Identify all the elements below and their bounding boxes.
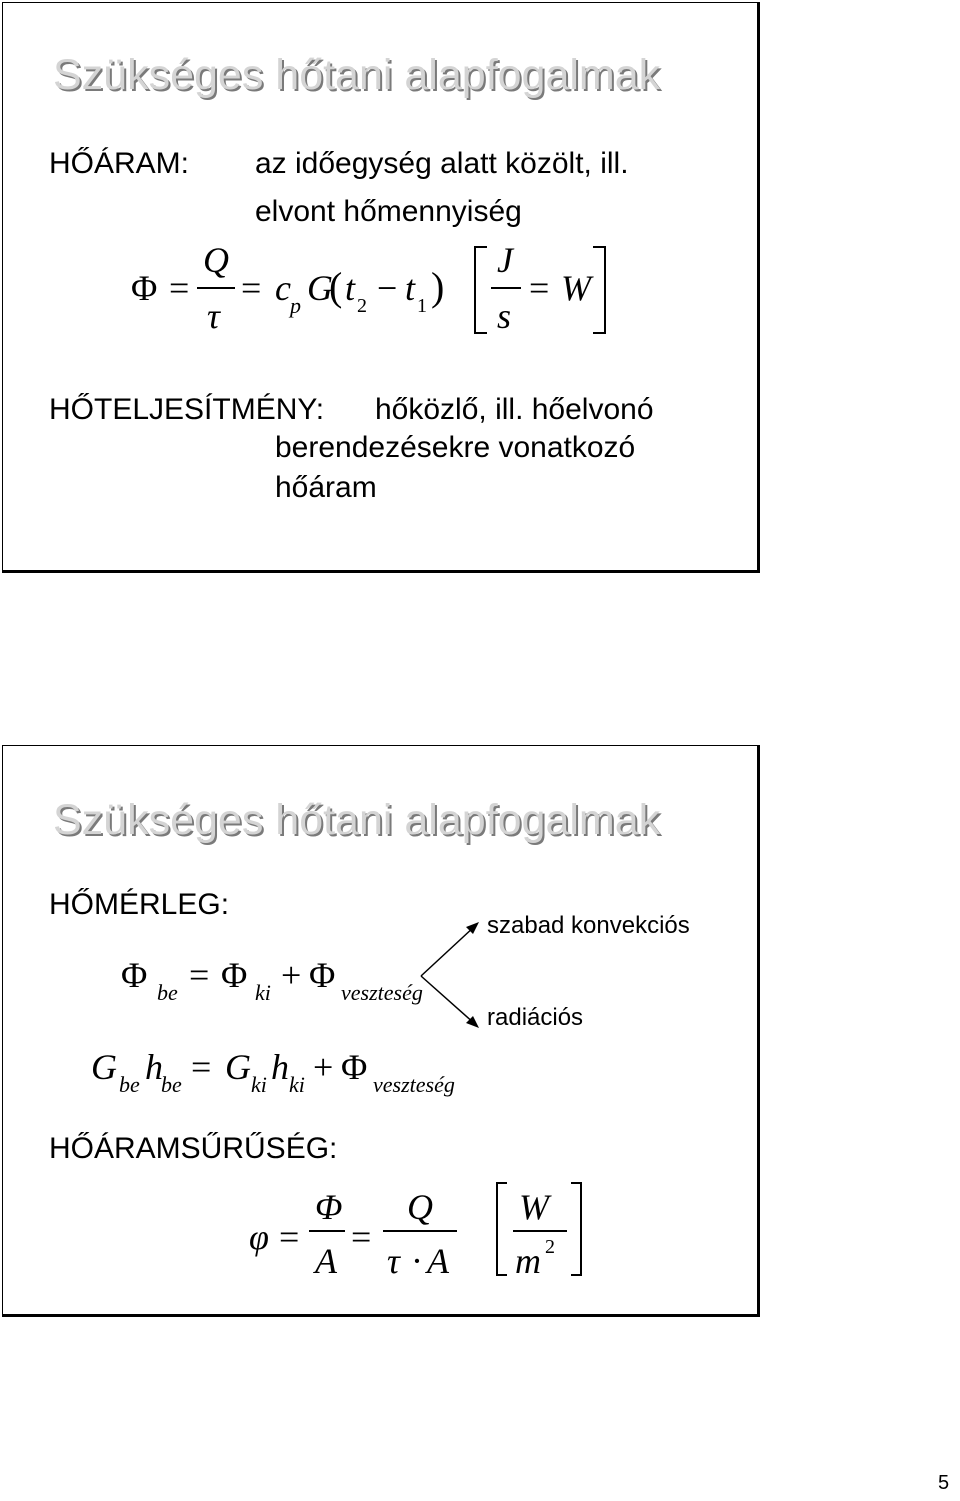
multiplication-dot: ·: [411, 1241, 423, 1281]
branch-free-convection: szabad konvekciós: [487, 912, 690, 939]
numerator-phi: Φ: [315, 1187, 343, 1227]
denominator-tau: τ: [207, 296, 220, 336]
unit-watt: W: [519, 1187, 549, 1227]
unit-joule: J: [497, 240, 513, 280]
subscript-be: be: [161, 1072, 182, 1097]
heat-flow-definition-line2: elvont hőmennyiség: [255, 195, 522, 228]
heat-flux-varphi: φ: [249, 1217, 269, 1257]
left-bracket: [473, 246, 489, 334]
slide-title: Szükséges hőtani alapfogalmak: [53, 796, 661, 844]
denominator-area: A: [427, 1241, 449, 1281]
heat-flow-label: HŐÁRAM:: [49, 147, 190, 180]
equals-sign: =: [189, 955, 210, 995]
slide-title: Szükséges hőtani alapfogalmak: [53, 51, 661, 99]
subscript-loss: veszteség: [341, 980, 423, 1005]
left-paren: (: [329, 264, 343, 309]
branch-radiation: radiációs: [487, 1004, 584, 1031]
fraction-bar: [383, 1230, 457, 1232]
plus-sign: +: [313, 1047, 334, 1087]
equals-sign: =: [169, 268, 190, 308]
subscript-ki: ki: [289, 1072, 305, 1097]
minus-sign: −: [377, 268, 398, 308]
numerator-q: Q: [407, 1187, 433, 1227]
subscript-loss: veszteség: [373, 1072, 455, 1097]
equals-sign: =: [529, 268, 550, 308]
heat-flow-definition-line1: az időegység alatt közölt, ill.: [255, 147, 629, 180]
subscript-be: be: [157, 980, 178, 1005]
right-bracket: [569, 1182, 583, 1276]
plus-sign: +: [281, 955, 302, 995]
heat-output-definition-line3: hőáram: [275, 471, 377, 504]
equals-sign: =: [351, 1217, 372, 1257]
fraction-bar: [513, 1230, 567, 1232]
numerator-q: Q: [203, 240, 229, 280]
enthalpy-out: h: [271, 1047, 289, 1087]
subscript-be: be: [119, 1072, 140, 1097]
left-bracket: [495, 1182, 509, 1276]
superscript-2: 2: [545, 1236, 555, 1258]
unit-watt: W: [561, 268, 591, 308]
unit-second: s: [497, 296, 512, 336]
phi-in: Φ: [121, 955, 148, 995]
right-paren: ): [431, 264, 445, 309]
subscript-p: p: [290, 293, 301, 318]
fraction-bar: [491, 287, 521, 289]
denominator-area: A: [315, 1241, 337, 1281]
heat-balance-label: HŐMÉRLEG:: [49, 888, 230, 921]
subscript-1: 1: [417, 295, 427, 317]
phi-loss: Φ: [341, 1047, 368, 1087]
equals-sign: =: [241, 268, 262, 308]
phi-symbol: Φ: [131, 268, 158, 308]
branch-arrows: [417, 916, 483, 1036]
mass-flow-in: G: [91, 1047, 117, 1087]
subscript-ki: ki: [251, 1072, 267, 1097]
equals-sign: =: [191, 1047, 212, 1087]
fraction-bar: [309, 1230, 345, 1232]
subscript-2: 2: [357, 295, 367, 317]
heat-output-label: HŐTELJESÍTMÉNY:: [49, 393, 325, 426]
phi-out: Φ: [221, 955, 248, 995]
mass-flow-g: G: [307, 268, 333, 308]
specific-heat-c: c: [275, 268, 291, 308]
slide-1: [2, 2, 760, 573]
mass-flow-out: G: [225, 1047, 251, 1087]
unit-meter: m: [515, 1241, 541, 1281]
temperature-t2: t: [345, 268, 356, 308]
denominator-tau: τ: [387, 1241, 400, 1281]
heat-output-definition-line1: hőközlő, ill. hőelvonó: [375, 393, 654, 426]
slide-2: [2, 745, 760, 1317]
enthalpy-in: h: [145, 1047, 163, 1087]
phi-loss: Φ: [309, 955, 336, 995]
page-number: 5: [938, 1472, 950, 1494]
right-bracket: [591, 246, 607, 334]
heat-output-definition-line2: berendezésekre vonatkozó: [275, 431, 636, 464]
heat-flux-label: HŐÁRAMSŰRŰSÉG:: [49, 1132, 338, 1165]
temperature-t1: t: [405, 268, 416, 308]
subscript-ki: ki: [255, 980, 271, 1005]
equals-sign: =: [279, 1217, 300, 1257]
fraction-bar: [197, 287, 235, 289]
